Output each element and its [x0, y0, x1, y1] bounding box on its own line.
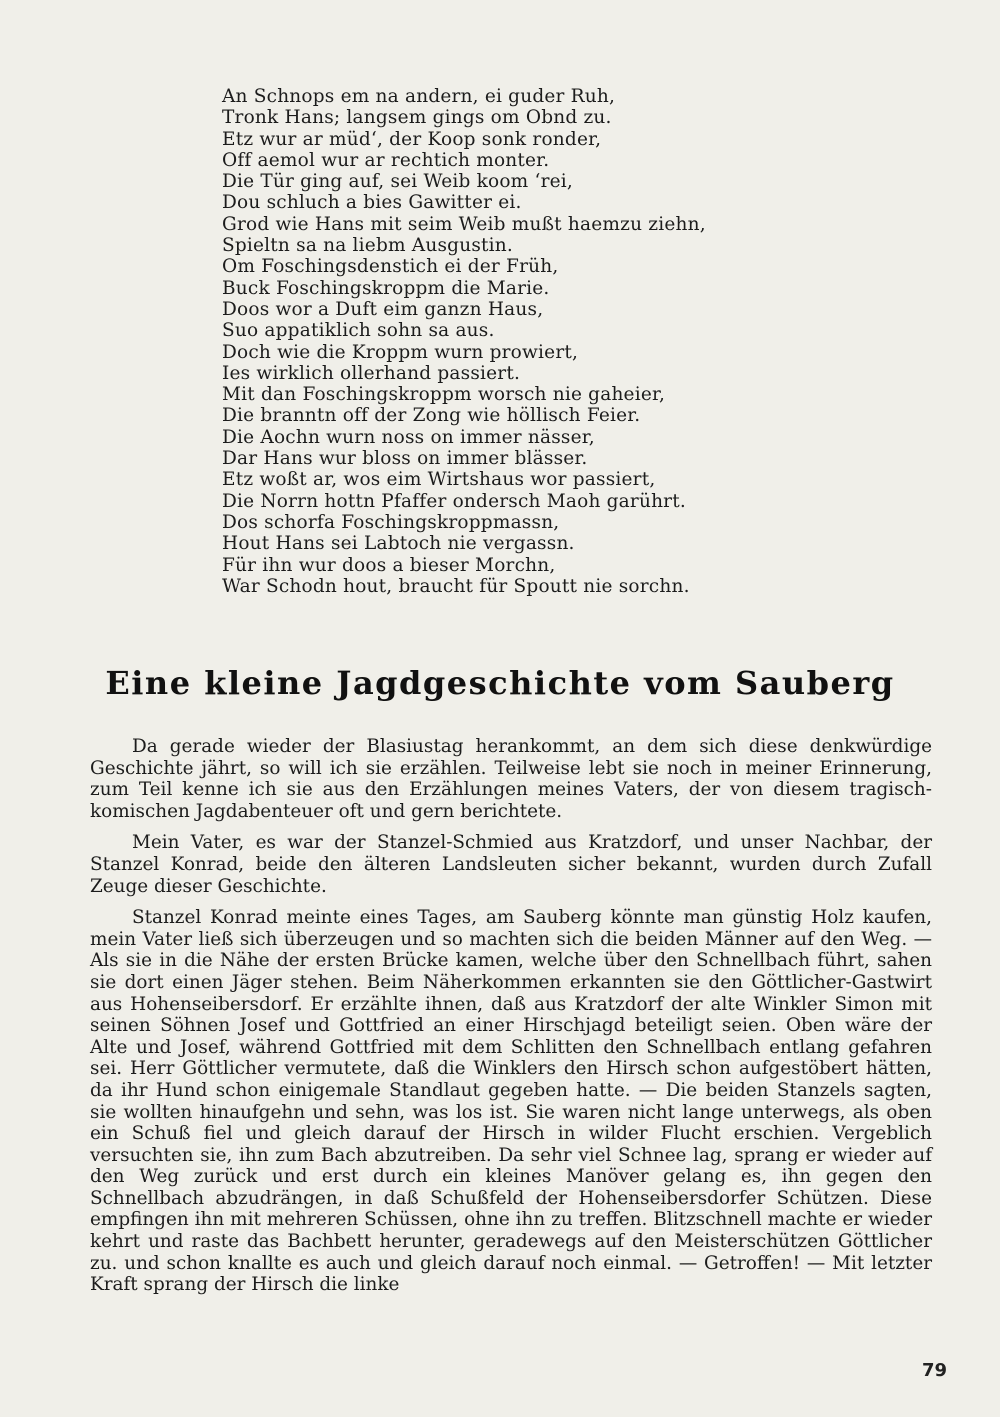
- poem-line: Buck Foschingskroppm die Marie.: [222, 277, 550, 299]
- poem-line: Doch wie die Kroppm wurn prowiert,: [222, 341, 579, 363]
- poem: [222, 86, 782, 597]
- poem-line: Off aemol wur ar rechtich monter.: [222, 149, 550, 171]
- poem-line: Dos schorfa Foschingskroppmassn,: [222, 511, 560, 533]
- poem-line: Die Tür ging auf, sei Weib koom ‘rei,: [222, 171, 573, 193]
- poem-line: Etz woßt ar, wos eim Wirtshaus wor passiert,: [222, 469, 656, 491]
- article-paragraph: Stanzel Konrad meinte eines Tages, am Sauberg könnte man günstig Holz kaufen, mein Vater ließ sich überzeugen und so machten sich die beiden Männer auf den Weg. — Als sie in die Nähe der ersten Brücke kamen, welche über den Schnellbach führt, sahen sie dort einen Jäger stehen. Beim Näherkommen erkannten sie den Göttlicher-Gastwirt aus Hohenseibersdorf. Er erzählte ihnen, daß aus Kratzdorf der alte Winkler Simon mit seinen Söhnen Josef und Gottfried an einer Hirschjagd beteiligt seien. Oben wäre der Alte und Josef, während Gottfried mit dem Schlitten den Schnellbach entlang gefahren sei. Herr Göttlicher vermutete, daß die Winklers den Hirsch schon aufgestöbert hätten, da ihr Hund schon einigemale Standlaut gegeben hatte. — Die beiden Stanzels sagten, sie wollten hinaufgehn und sehn, was los ist. Sie waren nicht lange unterwegs, als oben ein Schuß fiel und gleich darauf der Hirsch in wilder Flucht erschien. Vergeblich versuchten sie, ihn zum Bach abzutreiben. Da sehr viel Schnee lag, sprang er wieder auf den Weg zurück und erst durch ein kleines Manöver gelang es, ihn gegen den Schnellbach abzudrängen, in daß Schußfeld der Hohenseibersdorfer Schützen. Diese empfingen ihn mit mehreren Schüssen, ohne ihn zu treffen. Blitzschnell machte er wieder kehrt und raste das Bachbett herunter, geradewegs auf den Meisterschützen Göttlicher zu. und schon knallte es auch und gleich darauf noch einmal. — Getroffen! — Mit letzter Kraft sprang der Hirsch die linke: [90, 907, 932, 1296]
- poem-line: Für ihn wur doos a bieser Morchn,: [222, 554, 556, 576]
- poem-line: Grod wie Hans mit seim Weib mußt haemzu ziehn,: [222, 213, 706, 235]
- poem-line: Die Norrn hottn Pfaffer ondersch Maoh garührt.: [222, 490, 686, 512]
- article-paragraph: Da gerade wieder der Blasiustag herankommt, an dem sich diese denkwürdige Geschichte jährt, so will ich sie erzählen. Teilweise lebt sie noch in meiner Erinnerung, zum Teil kenne ich sie aus den Erzählungen meines Vaters, der von diesem tragisch-komischen Jagdabenteuer oft und gern berichtete.: [90, 736, 932, 822]
- article-paragraph: Mein Vater, es war der Stanzel-Schmied aus Kratzdorf, und unser Nachbar, der Stanzel Konrad, beide den älteren Landsleuten sicher bekannt, wurden durch Zufall Zeuge dieser Geschichte.: [90, 832, 932, 897]
- article-body: [90, 736, 932, 1306]
- page-number: 79: [922, 1360, 948, 1381]
- poem-line: Dar Hans wur bloss on immer blässer.: [222, 448, 588, 470]
- poem-line: Spieltn sa na liebm Ausgustin.: [222, 235, 513, 257]
- article-title: Eine kleine Jagdgeschichte vom Sauberg: [105, 664, 895, 702]
- poem-line: Mit dan Foschingskroppm worsch nie gaheier,: [222, 384, 666, 406]
- poem-line: War Schodn hout, braucht für Spoutt nie sorchn.: [222, 575, 690, 597]
- poem-line: Doos wor a Duft eim ganzn Haus,: [222, 298, 544, 320]
- poem-line: Hout Hans sei Labtoch nie vergassn.: [222, 533, 575, 555]
- poem-line: Ies wirklich ollerhand passiert.: [222, 362, 521, 384]
- poem-line: An Schnops em na andern, ei guder Ruh,: [222, 86, 616, 107]
- poem-line: Die branntn off der Zong wie höllisch Feier.: [222, 405, 641, 427]
- poem-line: Tronk Hans; langsem gings om Obnd zu.: [222, 107, 612, 129]
- poem-line: Die Aochn wurn noss on immer nässer,: [222, 426, 595, 448]
- poem-line: Om Foschingsdenstich ei der Früh,: [222, 256, 559, 278]
- poem-line: Etz wur ar müd‘, der Koop sonk ronder,: [222, 128, 602, 150]
- poem-line: Dou schluch a bies Gawitter ei.: [222, 192, 522, 214]
- poem-line: Suo appatiklich sohn sa aus.: [222, 320, 495, 342]
